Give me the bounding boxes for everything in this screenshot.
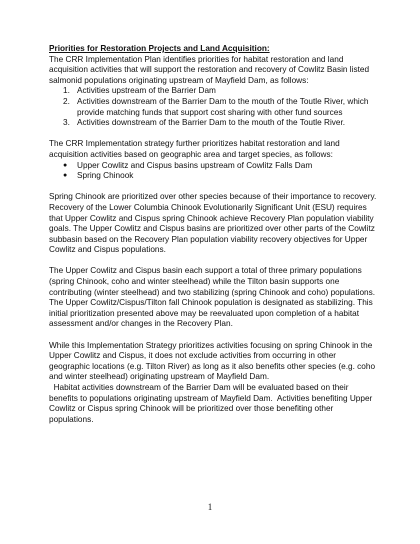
list-item-text: Activities downstream of the Barrier Dam to the mouth of the Toutle River. <box>77 118 346 128</box>
paragraph-spacer <box>49 256 378 267</box>
page-number: 1 <box>207 502 213 512</box>
paragraph-spacer <box>49 330 378 341</box>
habitat-text: Habitat activities downstream of the Barrier Dam will be evaluated based on their benefits to populations originating upstream of Mayfield Dam. Activities benefiting Upper Cowlitz or Cispus spring Chinook will be prioritized over those benefiting other populations. <box>49 383 375 424</box>
target-bullet-list <box>49 161 378 182</box>
spring-chinook-paragraph: Spring Chinook are prioritized over other species because of their importance to recovery. Recovery of the Lower Columbia Chinook Evolutionarily Significant Unit (ESU) requires that Upper Cowlitz and Cispus spring Chinook achieve Recovery Plan population viability goals. The Upper Cowlitz and Cispus basins are prioritized over other parts of the Cowlitz subbasin based on the Recovery Plan population viability recovery objectives for Upper Cowlitz and Cispus populations. <box>49 192 377 255</box>
list-marker: 3. <box>63 118 70 128</box>
implementation-paragraph <box>49 341 378 426</box>
list-item <box>49 86 378 97</box>
list-item <box>49 171 378 182</box>
list-item <box>49 118 378 129</box>
strategy-intro-paragraph: The CRR Implementation strategy further prioritizes habitat restoration and land acquisition activities based on geographic area and target species, as follows: <box>49 139 340 159</box>
implementation-text: While this Implementation Strategy prioritizes activities focusing on spring Chinook in the Upper Cowlitz and Cispus, it does not exclude activities from occurring in other geographic locations (e.g. Tilton River) as long as it also benefits other species (e.g. coho and winter steelhead) originating upstream of Mayfield Dam. <box>49 340 376 382</box>
list-item-text: Activities downstream of the Barrier Dam to the mouth of the Toutle River, which provide matching funds that support cost sharing with other fund sources <box>77 96 369 117</box>
list-item <box>49 97 378 118</box>
list-item-text: Activities upstream of the Barrier Dam <box>77 86 216 96</box>
section-heading: Priorities for Restoration Projects and Land Acquisition: <box>49 44 270 53</box>
list-item <box>49 161 378 172</box>
intro-paragraph: The CRR Implementation Plan identifies priorities for habitat restoration and land acquisition activities that will support the restoration and recovery of Cowlitz Basin listed salmonid populations originating upstream of Mayfield Dam, as follows: <box>49 54 370 85</box>
paragraph-spacer <box>49 129 378 140</box>
list-marker: 1. <box>63 86 70 96</box>
list-item-text: Spring Chinook <box>77 171 134 181</box>
paragraph-spacer <box>49 182 378 193</box>
populations-paragraph: The Upper Cowlitz and Cispus basin each support a total of three primary populations (spring Chinook, coho and winter steelhead) while the Tilton basin supports one contributing (winter steelhead) and two stabilizing (spring Chinook and coho) populations. The Upper Cowlitz/Cispus/Tilton fall Chinook population is designated as stabilizing. This initial prioritization presented above may be reevaluated upon completion of a habitat assessment and/or changes in the Recovery Plan. <box>49 266 376 329</box>
bullet-icon: ● <box>63 161 68 169</box>
bullet-icon: ● <box>63 172 68 180</box>
list-item-text: Upper Cowlitz and Cispus basins upstream of Cowlitz Falls Dam <box>77 160 313 170</box>
priority-numbered-list <box>49 86 378 128</box>
list-marker: 2. <box>63 96 70 106</box>
